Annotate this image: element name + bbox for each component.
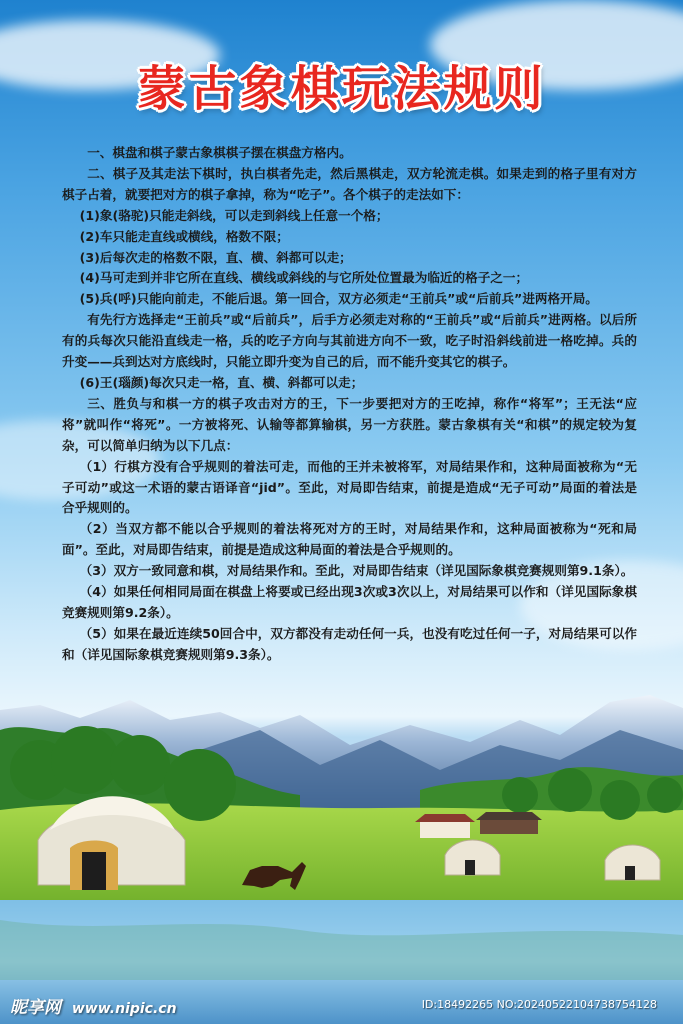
yurt-small	[605, 845, 660, 880]
rule-paragraph: (2)车只能走直线或横线，格数不限；	[79, 228, 289, 244]
page-title: 蒙古象棋玩法规则	[137, 61, 546, 117]
yurt-small	[445, 840, 500, 875]
rule-paragraph: （4）如果任何相同局面在棋盘上将要或已经出现3次或3次以上，对局结果可以作和（详见国际象棋竞赛规则第9.2条）。	[62, 584, 637, 620]
watermark	[10, 993, 177, 1018]
rule-paragraph: （1）行棋方没有合乎规则的着法可走，而他的王并未被将军，对局结果作和，这种局面被称为“无子可动”或这一术语的蒙古语译音“jid”。至此，对局即告结束，前提是造成“无子可动”局面的着法是合乎规则的。	[62, 458, 637, 516]
watermark-logo: 昵享网	[10, 998, 61, 1018]
rule-paragraph: 二、棋子及其走法下棋时，执白棋者先走，然后黑棋走，双方轮流走棋。如果走到的格子里有对方棋子占着，就要把对方的棋子拿掉，称为“吃子”。各个棋子的走法如下：	[62, 165, 637, 202]
rule-paragraph: (3)后每次走的格数不限，直、横、斜都可以走；	[79, 249, 352, 265]
rule-paragraph: (4)马可走到并非它所在直线、横线或斜线的与它所处位置最为临近的格子之一；	[79, 270, 529, 286]
rule-paragraph: （3）双方一致同意和棋，对局结果作和。至此，对局即告结束（详见国际象棋竞赛规则第9.1条）。	[79, 563, 634, 579]
watermark-url: www.nipic.cn	[71, 1001, 177, 1017]
rule-paragraph: (5)兵(呼)只能向前走，不能后退。第一回合，双方必须走“王前兵”或“后前兵”进两格开局。	[79, 291, 598, 307]
rule-paragraph: 有先行方选择走“王前兵”或“后前兵”，后手方必须走对称的“王前兵”或“后前兵”进两格。以后所有的兵每次只能沿直线走一格，兵的吃子方向与其前进方向不一致，吃子时沿斜线前进一格吃掉。兵的升变——兵到达对方底线时，只能立即升变为自己的后，而不能升变其它的棋子。	[62, 312, 637, 370]
rule-paragraph: 一、棋盘和棋子蒙古象棋棋子摆在棋盘方格内。	[87, 145, 352, 160]
rule-paragraph: （5）如果在最近连续50回合中，双方都没有走动任何一兵，也没有吃过任何一子，对局结果可以作和（详见国际象棋竞赛规则第9.3条）。	[62, 625, 637, 662]
image-id-text: ID:18492265 NO:20240522104738754128	[421, 998, 657, 1011]
rules-text	[62, 143, 637, 666]
rule-paragraph: (1)象(骆驼)只能走斜线，可以走到斜线上任意一个格；	[79, 207, 389, 223]
rule-paragraph: （2）当双方都不能以合乎规则的着法将死对方的王时，对局结果作和，这种局面被称为“死和局面”。至此，对局即告结束，前提是造成这种局面的着法是合乎规则的。	[62, 521, 637, 558]
rule-paragraph: 三、胜负与和棋一方的棋子攻击对方的王，下一步要把对方的王吃掉，称作“将军”；王无法“应将”就叫作“将死”。一方被将死、认输等都算输棋，另一方获胜。蒙古象棋有关“和棋”的规定较为复杂，可以简单归纳为以下几点：	[62, 395, 637, 453]
rule-paragraph: (6)王(瑙颜)每次只走一格，直、横、斜都可以走；	[79, 374, 364, 390]
grassland-scene	[0, 690, 683, 1024]
